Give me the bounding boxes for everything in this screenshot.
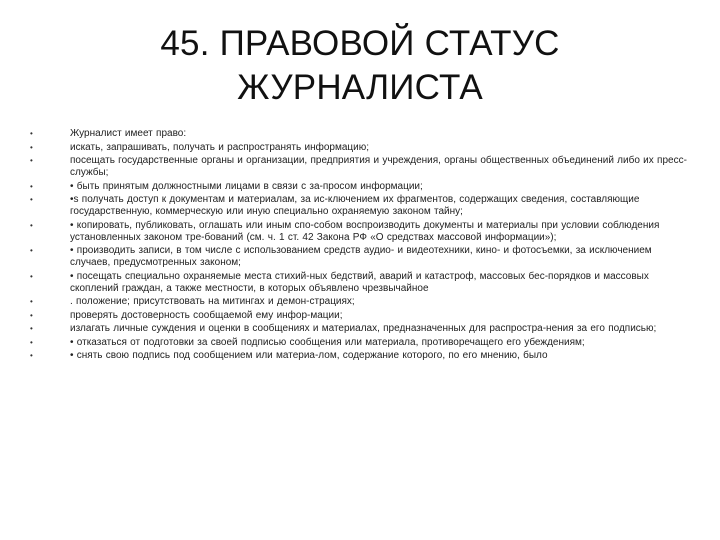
bullet-dot-icon: • [30,142,33,152]
bullet-dot-icon: • [30,181,33,191]
bullet-item-5 [30,194,690,218]
bullet-text-2: искать, запрашивать, получать и распространять информацию; [70,141,369,153]
bullet-item-6 [30,220,690,244]
bullet-item-13 [30,350,690,362]
bullet-text-11: излагать личные суждения и оценки в сообщениях и материалах, предназначенных для распростра-нения за его подписью; [70,323,657,334]
bullet-item-3 [30,155,690,179]
bullet-item-7 [30,245,690,269]
bullet-text-7: • производить записи, в том числе с использованием средств аудио- и видеотехники, кино- и фотосъемки, за исключением случаев, предусмотренных законом; [70,245,652,268]
bullet-text-12: • отказаться от подготовки за своей подписью сообщения или материала, противоречащего его убеждениям; [70,336,585,348]
bullet-dot-icon: • [30,351,33,360]
slide-title [60,22,660,110]
bullet-dot-icon: • [30,195,33,204]
bullet-dot-icon: • [30,156,33,165]
bullet-text-4: • быть принятым должностными лицами в связи с за-просом информации; [70,180,423,192]
bullet-item-1 [30,128,690,140]
slide-bullet-list [30,128,690,364]
bullet-text-8: • посещать специально охраняемые места стихий-ных бедствий, аварий и катастроф, массовых бес-порядков и массовых скоплений граждан, а также местности, в которых объявлено чрезвычайное [70,270,649,294]
bullet-text-3: посещать государственные органы и организации, предприятия и учреждения, органы общественных объединений либо их пресс-службы; [70,155,687,178]
slide-title-line-1: 45. ПРАВОВОЙ СТАТУС [160,24,560,63]
bullet-dot-icon: • [30,246,33,255]
bullet-text-5: •s получать доступ к документам и материалам, за ис-ключением их фрагментов, содержащих сведения, составляющие государственную, коммерческую или иную специально охраняемую законом тайну; [70,194,640,217]
bullet-item-11 [30,323,690,335]
bullet-text-6: • копировать, публиковать, оглашать или иным спо-собом воспроизводить документы и материалы при условии соблюдения установленных законом тре-бований (см. ч. 1 ст. 42 Закона РФ «О средствах массовой информации»); [70,219,660,243]
bullet-text-10: проверять достоверность сообщаемой ему инфор-мации; [70,309,343,321]
bullet-text-9: . положение; присутствовать на митингах и демон-страциях; [70,296,355,307]
bullet-dot-icon: • [30,271,33,281]
bullet-item-4 [30,181,690,193]
bullet-dot-icon: • [30,220,33,230]
bullet-item-9 [30,296,690,308]
slide-title-line-2: ЖУРНАЛИСТА [237,68,483,107]
bullet-dot-icon: • [30,337,33,347]
bullet-item-2 [30,142,690,154]
bullet-dot-icon: • [30,129,33,138]
bullet-dot-icon: • [30,324,33,333]
bullet-dot-icon: • [30,297,33,306]
bullet-item-12 [30,337,690,349]
bullet-text-1: Журналист имеет право: [70,128,187,139]
bullet-item-8 [30,271,690,295]
bullet-text-13: • снять свою подпись под сообщением или материа-лом, содержание которого, по его мнению, было [70,350,548,361]
bullet-item-10 [30,310,690,322]
bullet-dot-icon: • [30,310,33,320]
